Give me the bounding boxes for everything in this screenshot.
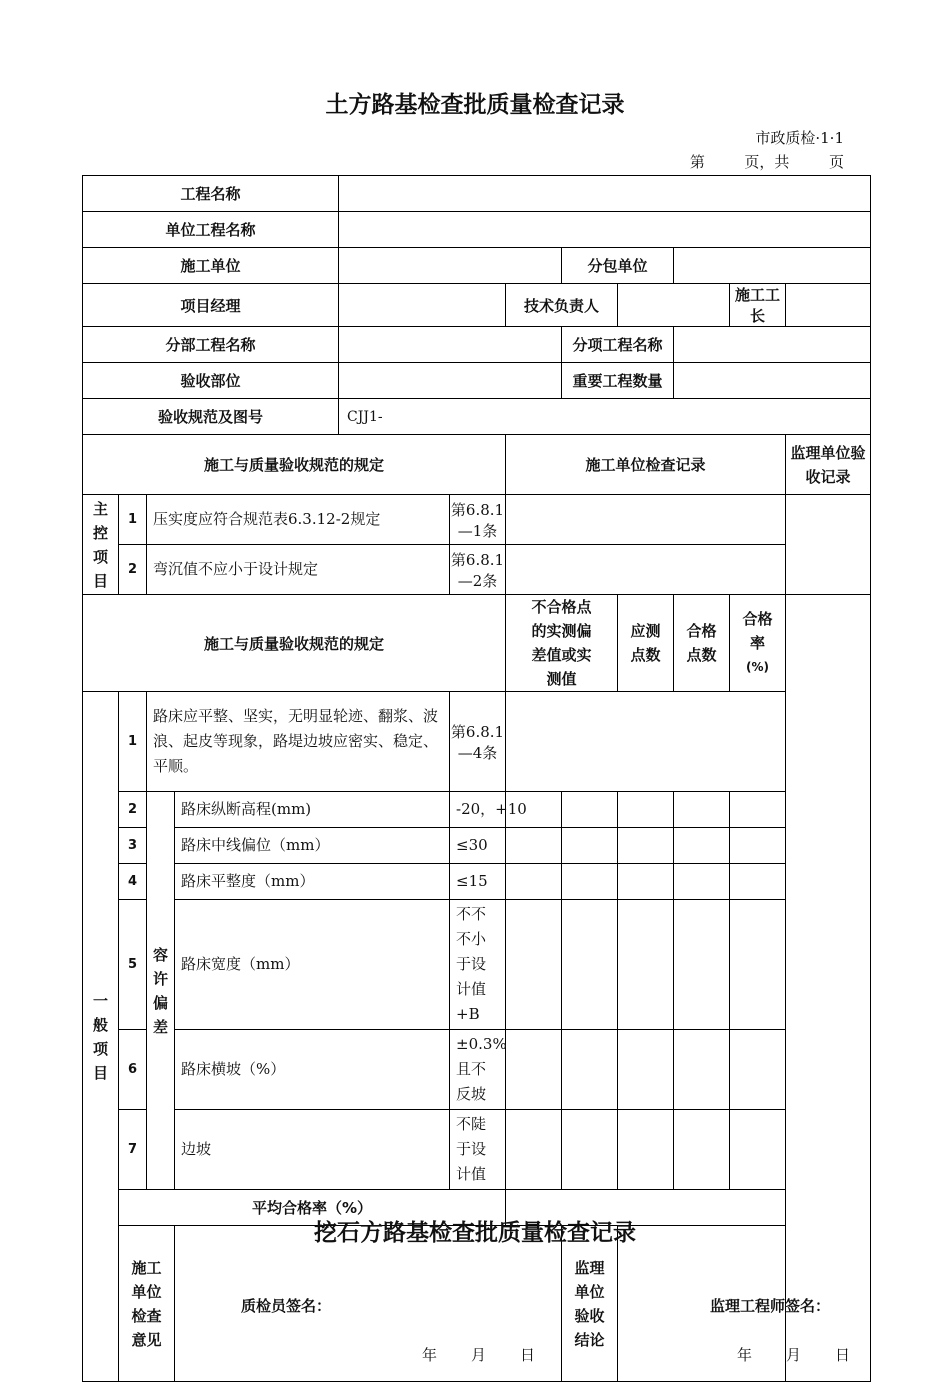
grid-cell[interactable]	[674, 864, 730, 900]
next-page-title: 挖石方路基检查批质量检查记录	[314, 1220, 636, 1246]
label-line: 单位	[574, 1282, 605, 1301]
item-number: 7	[119, 1110, 147, 1190]
label-line: 监理	[574, 1258, 605, 1277]
tech-lead-value[interactable]	[618, 284, 730, 327]
grid-cell[interactable]	[674, 828, 730, 864]
supervisor-conclusion-label	[562, 1226, 618, 1382]
item-number: 1	[119, 692, 147, 792]
foreman-label: 施工工长	[730, 284, 786, 327]
item-description: 弯沉值不应小于设计规定	[147, 545, 450, 595]
pass-rate-header	[730, 595, 786, 692]
tol-char: 差	[152, 1017, 168, 1036]
spec-drawing-value[interactable]: CJJ1-	[339, 399, 871, 435]
main-supervisor-header: 监理单位验收记录	[786, 435, 871, 495]
label-line: 检查	[131, 1306, 162, 1325]
year-label: 年	[421, 1345, 437, 1364]
year-label: 年	[736, 1345, 752, 1364]
item-name: 路床横坡（%）	[175, 1030, 450, 1110]
deviation-header: 不合格点的实测偏差值或实测值	[506, 595, 618, 692]
item-description: 路床应平整、坚实，无明显轮迹、翻浆、波浪、起皮等现象，路堤边坡应密实、稳定、平顺。	[147, 692, 450, 792]
pass-rate-unit: (%)	[746, 660, 770, 674]
supervisor-signature-area[interactable]	[618, 1226, 871, 1382]
subcontractor-label: 分包单位	[562, 248, 674, 284]
item-tolerance: ±0.3%且不反坡	[450, 1030, 506, 1110]
grid-cell[interactable]	[506, 1030, 562, 1110]
page-title: 土方路基检查批质量检查记录	[325, 92, 625, 118]
construction-unit-value[interactable]	[339, 248, 562, 284]
group-char: 目	[92, 1063, 108, 1082]
grid-cell[interactable]	[562, 864, 618, 900]
page-label-total: 页，共	[744, 153, 790, 171]
key-quantity-label: 重要工程数量	[562, 363, 674, 399]
subitem-name-label: 分项工程名称	[562, 327, 674, 363]
acceptance-part-value[interactable]	[339, 363, 562, 399]
item-name: 路床纵断高程(mm)	[175, 792, 450, 828]
grid-cell[interactable]	[674, 1030, 730, 1110]
item-name: 路床中线偏位（mm）	[175, 828, 450, 864]
day-label: 日	[835, 1345, 851, 1364]
grid-cell[interactable]	[674, 900, 730, 1030]
grid-cell[interactable]	[730, 1030, 786, 1110]
grid-cell[interactable]	[730, 792, 786, 828]
grid-cell[interactable]	[506, 828, 562, 864]
grid-cell[interactable]	[562, 1110, 618, 1190]
grid-cell[interactable]	[562, 792, 618, 828]
page-label-ye: 页	[828, 153, 844, 171]
pass-rate-label: 合格率	[742, 610, 773, 652]
grid-cell[interactable]	[730, 1110, 786, 1190]
form-code: 市政质检·1·1	[755, 129, 844, 147]
grid-cell[interactable]	[618, 900, 674, 1030]
subcontractor-value[interactable]	[674, 248, 871, 284]
item-tolerance: -20，+10	[450, 792, 506, 828]
inspection-form	[82, 175, 871, 1382]
item-number: 1	[119, 495, 147, 545]
grid-cell[interactable]	[618, 1110, 674, 1190]
item-number: 2	[119, 792, 147, 828]
group-char: 项	[92, 1039, 108, 1058]
supervisor-date	[737, 1344, 850, 1365]
grid-cell[interactable]	[506, 864, 562, 900]
item-clause: 第6.8.1—2条	[450, 545, 506, 595]
group-char: 目	[92, 571, 108, 590]
grid-cell[interactable]	[674, 792, 730, 828]
item-tolerance: 不不不小于设计值+B	[450, 900, 506, 1030]
item-description: 压实度应符合规范表6.3.12-2规定	[147, 495, 450, 545]
construction-unit-label: 施工单位	[83, 248, 339, 284]
division-name-label: 分部工程名称	[83, 327, 339, 363]
unit-project-name-value[interactable]	[339, 212, 871, 248]
project-name-value[interactable]	[339, 176, 871, 212]
label-line: 意见	[131, 1330, 162, 1349]
project-manager-value[interactable]	[339, 284, 506, 327]
grid-cell[interactable]	[730, 828, 786, 864]
item-clause: 第6.8.1—1条	[450, 495, 506, 545]
grid-cell[interactable]	[562, 900, 618, 1030]
item-number: 3	[119, 828, 147, 864]
item-number: 4	[119, 864, 147, 900]
item-number: 2	[119, 545, 147, 595]
item-name: 边坡	[175, 1110, 450, 1190]
month-label: 月	[785, 1345, 801, 1364]
item-name: 路床宽度（mm）	[175, 900, 450, 1030]
item-tolerance: ≤30	[450, 828, 506, 864]
item-number: 5	[119, 900, 147, 1030]
group-char: 主	[92, 499, 108, 518]
pass-count-header: 合格点数	[674, 595, 730, 692]
main-record-cell[interactable]	[506, 545, 786, 595]
average-pass-rate-label: 平均合格率（%）	[119, 1190, 506, 1226]
main-supervisor-cell[interactable]	[786, 495, 871, 595]
tol-char: 偏	[152, 993, 168, 1012]
group-char: 般	[92, 1015, 108, 1034]
grid-cell[interactable]	[618, 864, 674, 900]
contractor-date	[422, 1344, 535, 1365]
label-line: 验收	[574, 1306, 605, 1325]
tol-char: 容	[152, 945, 168, 964]
should-count-header: 应测点数	[618, 595, 674, 692]
tolerance-label	[147, 792, 175, 1190]
acceptance-part-label: 验收部位	[83, 363, 339, 399]
general-spec-header: 施工与质量验收规范的规定	[83, 595, 506, 692]
project-manager-label: 项目经理	[83, 284, 339, 327]
inspector-signature-label: 质检员签名：	[241, 1296, 332, 1315]
page-label-di: 第	[689, 153, 705, 171]
tech-lead-label: 技术负责人	[506, 284, 618, 327]
group-char: 一	[92, 991, 108, 1010]
item-clause: 第6.8.1—4条	[450, 692, 506, 792]
grid-cell[interactable]	[730, 900, 786, 1030]
label-line: 单位	[131, 1282, 162, 1301]
grid-cell[interactable]	[506, 900, 562, 1030]
grid-cell[interactable]	[506, 1110, 562, 1190]
item-tolerance: 不陡于设计值	[450, 1110, 506, 1190]
subitem-name-value[interactable]	[674, 327, 871, 363]
label-line: 施工	[131, 1258, 162, 1277]
grid-cell[interactable]	[730, 864, 786, 900]
page-number	[690, 151, 844, 172]
item-tolerance: ≤15	[450, 864, 506, 900]
grid-cell[interactable]	[618, 1030, 674, 1110]
grid-cell[interactable]	[562, 1030, 618, 1110]
key-quantity-value[interactable]	[674, 363, 871, 399]
division-name-value[interactable]	[339, 327, 562, 363]
item-number: 6	[119, 1030, 147, 1110]
group-char: 项	[92, 547, 108, 566]
label-line: 结论	[574, 1330, 605, 1349]
spec-drawing-label: 验收规范及图号	[83, 399, 339, 435]
contractor-signature-area[interactable]	[175, 1226, 562, 1382]
grid-cell[interactable]	[618, 828, 674, 864]
main-record-header: 施工单位检查记录	[506, 435, 786, 495]
item-name: 路床平整度（mm）	[175, 864, 450, 900]
unit-project-name-label: 单位工程名称	[83, 212, 339, 248]
grid-cell[interactable]	[562, 828, 618, 864]
grid-cell[interactable]	[618, 792, 674, 828]
general-group-label	[83, 692, 119, 1382]
tol-char: 许	[152, 969, 168, 988]
main-spec-header: 施工与质量验收规范的规定	[83, 435, 506, 495]
day-label: 日	[520, 1345, 536, 1364]
project-name-label: 工程名称	[83, 176, 339, 212]
main-record-cell[interactable]	[506, 495, 786, 545]
foreman-value[interactable]	[786, 284, 871, 327]
engineer-signature-label: 监理工程师签名：	[710, 1296, 831, 1315]
group-char: 控	[92, 523, 108, 542]
main-control-group-label	[83, 495, 119, 595]
general-record-cell[interactable]	[506, 692, 786, 792]
contractor-opinion-label	[119, 1226, 175, 1382]
month-label: 月	[470, 1345, 486, 1364]
grid-cell[interactable]	[674, 1110, 730, 1190]
